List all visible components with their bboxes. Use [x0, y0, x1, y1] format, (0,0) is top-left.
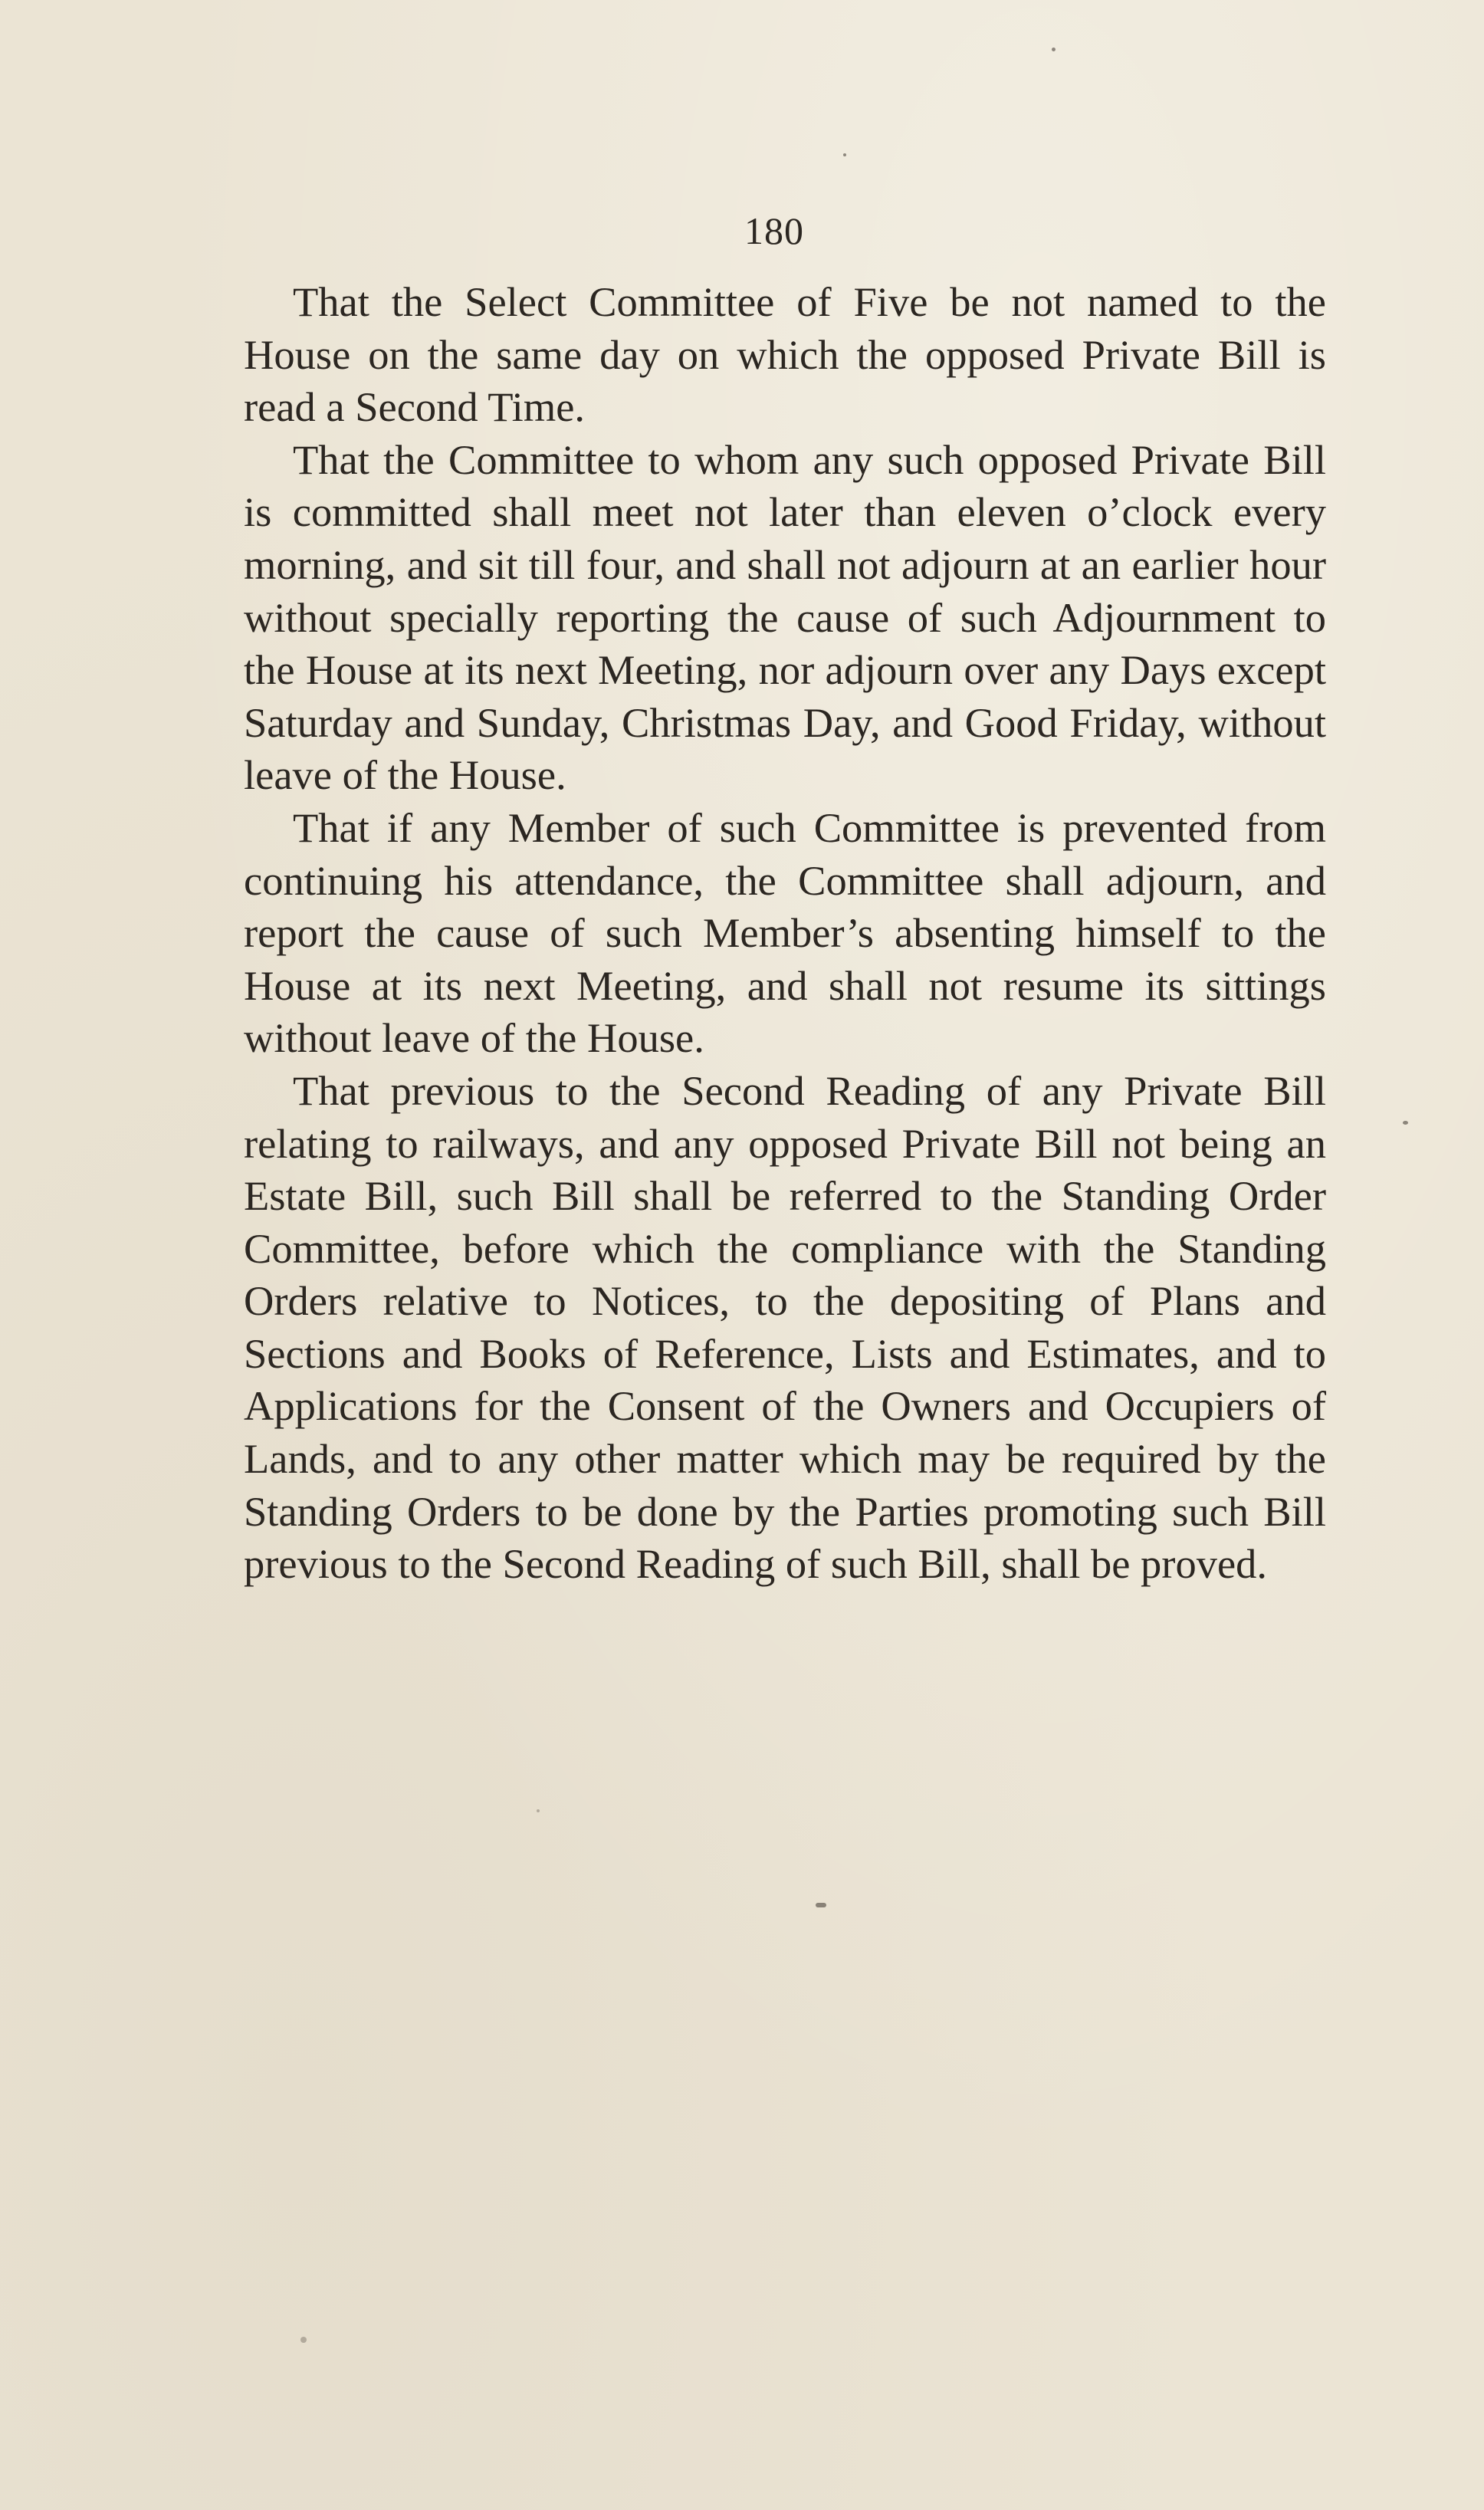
paragraph-member-absence: That if any Member of such Committee is prevented from continuing his attendance, the Committee shall adjourn, and report the cause of such Member’s absenting himself to the House at its next Meeting, and shall not resume its sittings without leave of the House.	[244, 803, 1326, 1062]
paper-speck	[537, 1809, 540, 1812]
paper-speck	[300, 2337, 307, 2343]
paragraph-select-committee: That the Select Committee of Five be not named to the House on the same day on which the opposed Private Bill is read a Second Time.	[244, 278, 1326, 431]
paragraph-committee-sittings: That the Committee to whom any such opposed Private Bill is committed shall meet not later than eleven o’clock every morning, and sit till four, and shall not adjourn at an earlier hour without specially reporting the cause of such Adjournment to the House at its next Meeting, nor adjourn over any Days except Saturday and Sunday, Christmas Day, and Good Friday, without leave of the House.	[244, 435, 1326, 799]
paper-speck	[816, 1903, 826, 1907]
paragraph-second-reading: That previous to the Second Reading of any Private Bill relating to railways, and any opposed Private Bill not being an Estate Bill, such Bill shall be referred to the Standing Order Committee, before which the compliance with the Standing Orders relative to Notices, to the depositing of Plans and Sections and Books of Reference, Lists and Estimates, and to Applications for the Consent of the Owners and Occupiers of Lands, and to any other matter which may be required by the Standing Orders to be done by the Parties promoting such Bill previous to the Second Reading of such Bill, shall be proved.	[244, 1066, 1326, 1588]
paper-speck	[1403, 1121, 1408, 1125]
body-text	[244, 276, 1326, 1591]
paper-speck	[1052, 48, 1056, 51]
page-number: 180	[744, 209, 804, 252]
paper-speck	[843, 153, 846, 156]
